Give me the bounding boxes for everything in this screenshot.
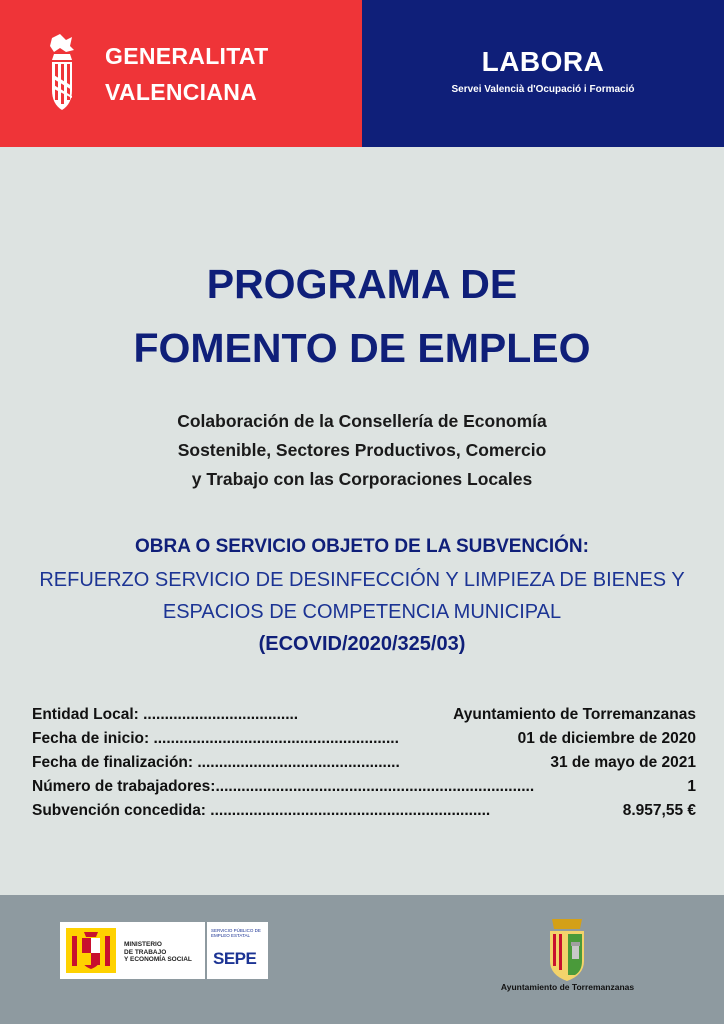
labora-subtitle: Servei Valencià d'Ocupació i Formació	[451, 84, 635, 95]
generalitat-name	[105, 38, 268, 110]
obra-desc-line2: ESPACIOS DE COMPETENCIA MUNICIPAL	[162, 601, 562, 623]
collaboration-text	[0, 407, 724, 494]
generalitat-banner	[0, 0, 362, 147]
obra-description	[0, 564, 724, 628]
generalitat-line1: GENERALITAT	[105, 43, 269, 69]
detail-value: 01 de diciembre de 2020	[517, 730, 696, 747]
ministerio-line1: MINISTERIO	[124, 941, 162, 948]
footer-banner	[0, 895, 724, 1024]
header-banner	[0, 0, 724, 147]
program-title-line1: PROGRAMA DE	[206, 261, 518, 307]
ministerio-text	[124, 941, 192, 964]
detail-row-entidad	[32, 706, 696, 730]
labora-banner	[362, 0, 724, 147]
ministerio-line3: Y ECONOMÍA SOCIAL	[124, 956, 192, 963]
program-title	[0, 252, 724, 380]
detail-label: Entidad Local: ....................................	[32, 706, 299, 723]
ministerio-line2: DE TRABAJO	[124, 948, 167, 956]
detail-row-fecha-fin	[32, 754, 696, 778]
sepe-logo	[207, 922, 268, 979]
collab-line1: Colaboración de la Consellería de Economía	[177, 411, 547, 431]
ayuntamiento-name: Ayuntamiento de Torremanzanas	[500, 982, 635, 992]
collab-line3: y Trabajo con las Corporaciones Locales	[191, 469, 533, 489]
sepe-subtitle: SERVICIO PÚBLICO DE EMPLEO ESTATAL	[211, 928, 261, 938]
sepe-label: SEPE	[213, 949, 257, 968]
obra-code: (ECOVID/2020/325/03)	[258, 633, 466, 655]
generalitat-line2: VALENCIANA	[105, 79, 258, 105]
detail-label: Número de trabajadores:..........................................................................	[32, 778, 535, 795]
detail-value: 1	[687, 778, 696, 795]
detail-value: 8.957,55 €	[622, 802, 696, 819]
detail-label: Fecha de inicio: .........................................................	[32, 730, 399, 747]
details-list	[32, 706, 696, 826]
generalitat-shield-icon	[46, 34, 78, 110]
detail-value: Ayuntamiento de Torremanzanas	[453, 706, 696, 723]
torremanzanas-shield-icon	[542, 917, 592, 981]
detail-label: Fecha de finalización: ...............................................	[32, 754, 400, 771]
detail-value: 31 de mayo de 2021	[550, 754, 696, 771]
detail-row-fecha-inicio	[32, 730, 696, 754]
ministerio-logo	[60, 922, 205, 979]
obra-heading: OBRA O SERVICIO OBJETO DE LA SUBVENCIÓN:	[135, 536, 589, 557]
detail-label: Subvención concedida: .................................................................	[32, 802, 491, 819]
spain-coat-of-arms-icon	[66, 928, 116, 973]
detail-row-subvencion	[32, 802, 696, 826]
obra-desc-line1: REFUERZO SERVICIO DE DESINFECCIÓN Y LIMPIEZA DE BIENES Y	[39, 569, 685, 591]
labora-title: LABORA	[481, 46, 605, 77]
detail-row-trabajadores	[32, 778, 696, 802]
program-title-line2: FOMENTO DE EMPLEO	[133, 325, 591, 371]
collab-line2: Sostenible, Sectores Productivos, Comercio	[177, 440, 547, 460]
